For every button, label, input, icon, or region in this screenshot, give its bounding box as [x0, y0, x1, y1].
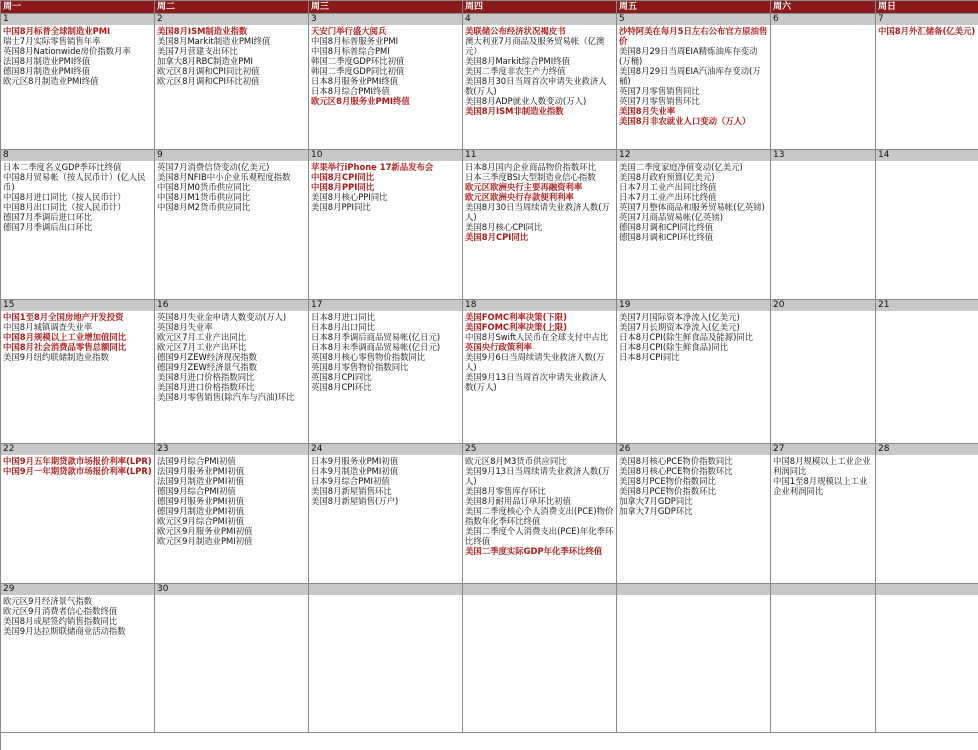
event-list [876, 595, 978, 597]
event-item: 中国8月进口同比（按人民币计） [3, 192, 126, 202]
day-number: 19 [617, 300, 770, 311]
day-number: 6 [771, 14, 875, 25]
event-list [1, 595, 154, 637]
event-item: 欧元区7月工业产出环比 [157, 342, 247, 352]
day-cell [771, 444, 876, 584]
event-item-highlighted: 中国9月一年期贷款市场报价利率(LPR) [3, 466, 152, 476]
weekday-header: 周五 [617, 1, 771, 14]
event-item: 欧元区9月消费者信心指数终值 [3, 606, 118, 616]
day-number: 29 [1, 584, 154, 595]
event-list [463, 161, 616, 243]
day-number: 7 [876, 14, 978, 25]
day-cell [309, 300, 463, 444]
event-item: 欧元区9月制造业PMI初值 [157, 536, 253, 546]
event-item: 美国9月13日当周首次申请失业救济人数(万人) [465, 372, 607, 392]
event-list [876, 161, 978, 163]
event-item: 中国8月标普服务业PMI [311, 36, 399, 46]
day-number: 27 [771, 444, 875, 455]
event-item: 日本8月出口同比 [311, 322, 375, 332]
event-item: 日本8月未季调商品贸易帐(亿日元) [311, 342, 441, 352]
event-item: 美国9月13日当周续请失业救济人数(万人) [465, 466, 610, 486]
day-cell [155, 300, 309, 444]
event-item: 韩国二季度GDP同比初值 [311, 66, 405, 76]
event-item: 美国二季度家庭净值变动(亿美元) [619, 162, 743, 172]
event-item: 欧元区8月调和CPI环比初值 [157, 76, 260, 86]
event-item: 英国7月零售销售环比 [619, 96, 700, 106]
event-item: 日本8月进口同比 [311, 312, 375, 322]
day-cell [309, 150, 463, 300]
weekday-header: 周四 [463, 1, 617, 14]
event-list [309, 25, 462, 107]
event-list [155, 161, 308, 213]
event-item-highlighted: 中国8月社会消费品零售总额同比 [3, 342, 127, 352]
day-cell [617, 300, 771, 444]
event-item: 美国8月29日当周EIA精炼油库存变动(万桶) [619, 46, 758, 66]
event-item: 美国9月6日当周续请失业救济人数(万人) [465, 352, 605, 372]
event-list [1, 455, 154, 477]
day-cell [463, 14, 617, 150]
day-cell [617, 444, 771, 584]
day-number: 28 [876, 444, 978, 455]
event-item: 法国8月制造业PMI终值 [3, 56, 91, 66]
event-item-highlighted: 美国FOMC利率决策(下限) [465, 312, 567, 322]
event-item-highlighted: 中国9月五年期贷款市场报价利率(LPR) [3, 456, 152, 466]
event-item: 德国8月调和CPI同比终值 [619, 222, 714, 232]
event-item: 日本8月综合PMI终值 [311, 86, 390, 96]
event-item: 日本二季度名义GDP季环比终值 [3, 162, 122, 172]
event-list [155, 25, 308, 87]
event-item: 中国1至8月规模以上工业企业利润同比 [773, 476, 868, 496]
day-cell [463, 444, 617, 584]
event-item: 日本8月CPI(除生鲜食品)同比 [619, 342, 728, 352]
day-number: 3 [309, 14, 462, 25]
day-number: 10 [309, 150, 462, 161]
event-list [155, 311, 308, 403]
event-list [463, 311, 616, 393]
event-item: 中国8月M1货币供应同比 [157, 192, 251, 202]
day-number: 1 [1, 14, 154, 25]
day-number: 23 [155, 444, 308, 455]
event-item: 美国8月政府预算(亿美元) [619, 172, 715, 182]
event-list [617, 595, 770, 597]
event-item: 美国二季度核心个人消费支出(PCE)物价指数年化季环比终值 [465, 506, 614, 526]
event-item: 德国9月ZEW经济景气指数 [157, 362, 258, 372]
weekday-header: 周六 [771, 1, 876, 14]
event-item: 日本8月季调后商品贸易帐(亿日元) [311, 332, 441, 342]
weekday-header: 周日 [876, 1, 978, 14]
event-item: 法国9月制造业PMI初值 [157, 476, 245, 486]
event-item: 英国8月核心零售物价指数同比 [311, 352, 426, 362]
event-item: 瑞士7月实际零售销售年率 [3, 36, 101, 46]
event-item: 欧元区9月服务业PMI初值 [157, 526, 253, 536]
day-number: 24 [309, 444, 462, 455]
day-cell [771, 150, 876, 300]
event-item: 德国9月制造业PMI初值 [157, 506, 245, 516]
day-cell [309, 14, 463, 150]
event-list [155, 595, 308, 597]
event-list [876, 455, 978, 457]
event-list [771, 595, 875, 597]
event-item: 美国8月Markit制造业PMI终值 [157, 36, 271, 46]
day-number: 4 [463, 14, 616, 25]
day-cell [463, 584, 617, 733]
event-item: 美国8月核心PCE物价指数环比 [619, 466, 733, 476]
event-item: 中国8月Swift人民币在全球支付中占比 [465, 332, 609, 342]
day-cell [155, 444, 309, 584]
day-number: 17 [309, 300, 462, 311]
day-number: 12 [617, 150, 770, 161]
day-number: 15 [1, 300, 154, 311]
event-item: 欧元区9月经济景气指数 [3, 596, 93, 606]
event-item: 中国8月城镇调查失业率 [3, 322, 93, 332]
event-item: 日本8月CPI同比 [619, 352, 680, 362]
event-list [309, 455, 462, 507]
event-item: 美国8月29日当周EIA汽油库存变动(万桶) [619, 66, 761, 86]
event-item-highlighted: 美国FOMC利率决策(上限) [465, 322, 567, 332]
event-list [771, 311, 875, 313]
event-list [463, 595, 616, 597]
event-item: 欧元区8月M3货币供应同比 [465, 456, 567, 466]
day-cell [1, 300, 155, 444]
day-cell [771, 584, 876, 733]
event-item: 中国8月M0货币供应同比 [157, 182, 251, 192]
event-item: 美国8月新屋销售(万户) [311, 496, 399, 506]
event-list [617, 455, 770, 517]
day-number: 5 [617, 14, 770, 25]
event-list [309, 595, 462, 597]
event-item: 德国8月制造业PMI终值 [3, 66, 91, 76]
event-item-highlighted: 中国1至8月全国房地产开发投资 [3, 312, 124, 322]
day-cell [309, 444, 463, 584]
day-cell [1, 584, 155, 733]
day-cell [876, 150, 978, 300]
day-number: 16 [155, 300, 308, 311]
day-number: 25 [463, 444, 616, 455]
day-number [771, 584, 875, 595]
event-item: 美国8月成屋签约销售指数同比 [3, 616, 118, 626]
event-item: 英国8月失业金申请人数变动(万人) [157, 312, 287, 322]
day-cell [1, 150, 155, 300]
event-list [1, 161, 154, 233]
day-number: 13 [771, 150, 875, 161]
event-item: 美国8月核心PPI同比 [311, 192, 388, 202]
event-item: 美国8月30日当周首次申请失业救济人数(万人) [465, 76, 607, 96]
event-item: 日本9月制造业PMI初值 [311, 466, 399, 476]
event-item: 美国8月新屋销售环比 [311, 486, 392, 496]
day-number: 8 [1, 150, 154, 161]
event-item: 英国7月零售销售同比 [619, 86, 700, 96]
event-item: 美国8月30日当周续请失业救济人数(万人) [465, 202, 610, 222]
event-item-highlighted: 欧元区欧洲央行存款便利利率 [465, 192, 574, 202]
event-item-highlighted: 沙特阿美在每月5日左右公布官方原油售价 [619, 26, 768, 46]
event-item-highlighted: 美国8月失业率 [619, 106, 676, 116]
day-cell [155, 150, 309, 300]
event-item: 美国9月达拉斯联储商业活动指数 [3, 626, 126, 636]
event-item: 中国8月M2货币供应同比 [157, 202, 251, 212]
day-cell [463, 300, 617, 444]
event-item: 英国7月消费信贷变动(亿美元) [157, 162, 270, 172]
event-item: 英国7月商品贸易帐(亿英镑) [619, 212, 723, 222]
day-number: 20 [771, 300, 875, 311]
event-item: 日本7月工业产出同比终值 [619, 182, 717, 192]
day-number: 18 [463, 300, 616, 311]
event-item-highlighted: 美国8月CPI同比 [465, 232, 529, 242]
event-item-highlighted: 美国8月非农就业人口变动（万人） [619, 116, 751, 126]
event-item: 加拿大8月RBC制造业PMI [157, 56, 253, 66]
event-item: 美国8月核心PCE物价指数同比 [619, 456, 733, 466]
day-cell [1, 14, 155, 150]
day-number [309, 584, 462, 595]
event-item: 欧元区7月工业产出同比 [157, 332, 247, 342]
day-number: 21 [876, 300, 978, 311]
day-number [876, 584, 978, 595]
event-item: 日本8月服务业PMI终值 [311, 76, 399, 86]
event-item: 德国7月季调后出口环比 [3, 222, 93, 232]
day-cell [876, 584, 978, 733]
event-list [309, 161, 462, 213]
event-item-highlighted: 中国8月PPI同比 [311, 182, 375, 192]
event-item-highlighted: 欧元区欧洲央行主要再融资利率 [465, 182, 583, 192]
event-item: 澳大利亚7月商品及服务贸易帐（亿澳元） [465, 36, 605, 56]
event-item-highlighted: 中国8月标普全球制造业PMI [3, 26, 111, 36]
day-number: 26 [617, 444, 770, 455]
event-item-highlighted: 美联储公布经济状况褐皮书 [465, 26, 566, 36]
event-list [771, 25, 875, 27]
weekday-header: 周一 [1, 1, 155, 14]
event-item: 美国8月Markit综合PMI终值 [465, 56, 570, 66]
event-item: 美国8月零售库存环比 [465, 486, 546, 496]
event-list [771, 455, 875, 497]
event-item: 中国8月出口同比（按人民币计） [3, 202, 126, 212]
event-item-highlighted: 中国8月规模以上工业增加值同比 [3, 332, 127, 342]
event-item: 日本9月服务业PMI初值 [311, 456, 399, 466]
event-item: 中国8月标普综合PMI [311, 46, 390, 56]
day-cell [309, 584, 463, 733]
event-item-highlighted: 美国8月ISM非制造业指数 [465, 106, 564, 116]
event-item: 美国二季度个人消费支出(PCE)年化季环比终值 [465, 526, 614, 546]
event-list [617, 161, 770, 243]
event-item: 德国7月季调后进口环比 [3, 212, 93, 222]
event-item: 美国8月ADP就业人数变动(万人) [465, 96, 587, 106]
event-item: 美国9月纽约联储制造业指数 [3, 352, 109, 362]
event-item: 日本三季度BSI大型制造业信心指数 [465, 172, 596, 182]
event-item: 美国8月PPI同比 [311, 202, 371, 212]
day-cell [876, 14, 978, 150]
event-item: 美国7月长期资本净流入(亿美元) [619, 322, 740, 332]
event-list [155, 455, 308, 547]
event-item: 美国二季度非农生产力终值 [465, 66, 566, 76]
event-item-highlighted: 欧元区8月服务业PMI终值 [311, 96, 410, 106]
event-item: 美国8月零售销售(除汽车与汽油)环比 [157, 392, 295, 402]
day-cell [876, 300, 978, 444]
event-item: 日本7月工业产出环比终值 [619, 192, 717, 202]
event-item: 中国8月规模以上工业企业利润同比 [773, 456, 871, 476]
event-item-highlighted: 天安门举行盛大阅兵 [311, 26, 387, 36]
event-item-highlighted: 中国8月CPI同比 [311, 172, 375, 182]
event-item: 美国7月营建支出环比 [157, 46, 238, 56]
day-cell [463, 150, 617, 300]
event-item-highlighted: 苹果举行iPhone 17新品发布会 [311, 162, 434, 172]
event-item: 加拿大7月GDP同比 [619, 496, 693, 506]
event-item: 欧元区8月调和CPI同比初值 [157, 66, 260, 76]
event-item: 美国8月耐用品订单环比初值 [465, 496, 571, 506]
event-item: 英国8月零售物价指数同比 [311, 362, 409, 372]
event-item: 德国9月服务业PMI初值 [157, 496, 245, 506]
day-cell [155, 584, 309, 733]
day-cell [771, 14, 876, 150]
day-number: 2 [155, 14, 308, 25]
event-item: 英国8月CPI同比 [311, 372, 372, 382]
event-item: 加拿大7月GDP环比 [619, 506, 693, 516]
event-item: 德国9月ZEW经济现况指数 [157, 352, 258, 362]
weekday-header: 周二 [155, 1, 309, 14]
weekday-header: 周三 [309, 1, 463, 14]
event-list [1, 25, 154, 87]
event-item: 美国8月NFIB中小企业乐观程度指数 [157, 172, 291, 182]
event-item: 英国8月失业率 [157, 322, 213, 332]
event-list [617, 25, 770, 127]
event-item: 美国8月进口价格指数环比 [157, 382, 255, 392]
day-number: 11 [463, 150, 616, 161]
day-number: 22 [1, 444, 154, 455]
event-item-highlighted: 中国8月外汇储备(亿美元) [878, 26, 976, 36]
event-item: 德国9月综合PMI初值 [157, 486, 236, 496]
event-list [617, 311, 770, 363]
event-item: 日本8月CPI(除生鲜食品及能源)同比 [619, 332, 754, 342]
event-item: 英国8月CPI环比 [311, 382, 372, 392]
day-cell [155, 14, 309, 150]
event-item: 欧元区9月综合PMI初值 [157, 516, 245, 526]
event-list [876, 311, 978, 313]
event-item: 美国8月进口价格指数同比 [157, 372, 255, 382]
event-item: 日本9月综合PMI初值 [311, 476, 390, 486]
day-cell [617, 584, 771, 733]
event-item: 欧元区8月制造业PMI终值 [3, 76, 99, 86]
day-number: 9 [155, 150, 308, 161]
day-number: 14 [876, 150, 978, 161]
event-item: 美国7月国际资本净流入(亿美元) [619, 312, 740, 322]
event-item: 英国8月Nationwide房价指数月率 [3, 46, 131, 56]
event-item: 法国9月综合PMI初值 [157, 456, 236, 466]
event-item: 韩国二季度GDP环比初值 [311, 56, 405, 66]
event-list [1, 311, 154, 363]
day-number: 30 [155, 584, 308, 595]
event-item: 日本8月国内企业商品物价指数环比 [465, 162, 596, 172]
event-list [876, 25, 978, 37]
day-cell [876, 444, 978, 584]
day-cell [617, 14, 771, 150]
event-item: 中国8月贸易帐（按人民币计）(亿人民币) [3, 172, 146, 192]
event-item-highlighted: 美国二季度实际GDP年化季环比终值 [465, 546, 603, 556]
event-item: 美国8月PCE物价指数环比 [619, 486, 716, 496]
day-cell [617, 150, 771, 300]
day-number [463, 584, 616, 595]
day-cell [1, 444, 155, 584]
event-item: 美国8月核心CPI同比 [465, 222, 543, 232]
event-item: 德国8月调和CPI环比终值 [619, 232, 714, 242]
event-list [463, 25, 616, 117]
day-number [617, 584, 770, 595]
event-item: 美国8月PCE物价指数同比 [619, 476, 716, 486]
event-list [771, 161, 875, 163]
event-item: 法国9月服务业PMI初值 [157, 466, 245, 476]
event-item-highlighted: 美国8月ISM制造业指数 [157, 26, 248, 36]
event-list [309, 311, 462, 393]
day-cell [771, 300, 876, 444]
event-list [463, 455, 616, 557]
event-item: 英国7月整体商品和服务贸易帐(亿英镑) [619, 202, 765, 212]
event-item-highlighted: 英国央行政策利率 [465, 342, 532, 352]
